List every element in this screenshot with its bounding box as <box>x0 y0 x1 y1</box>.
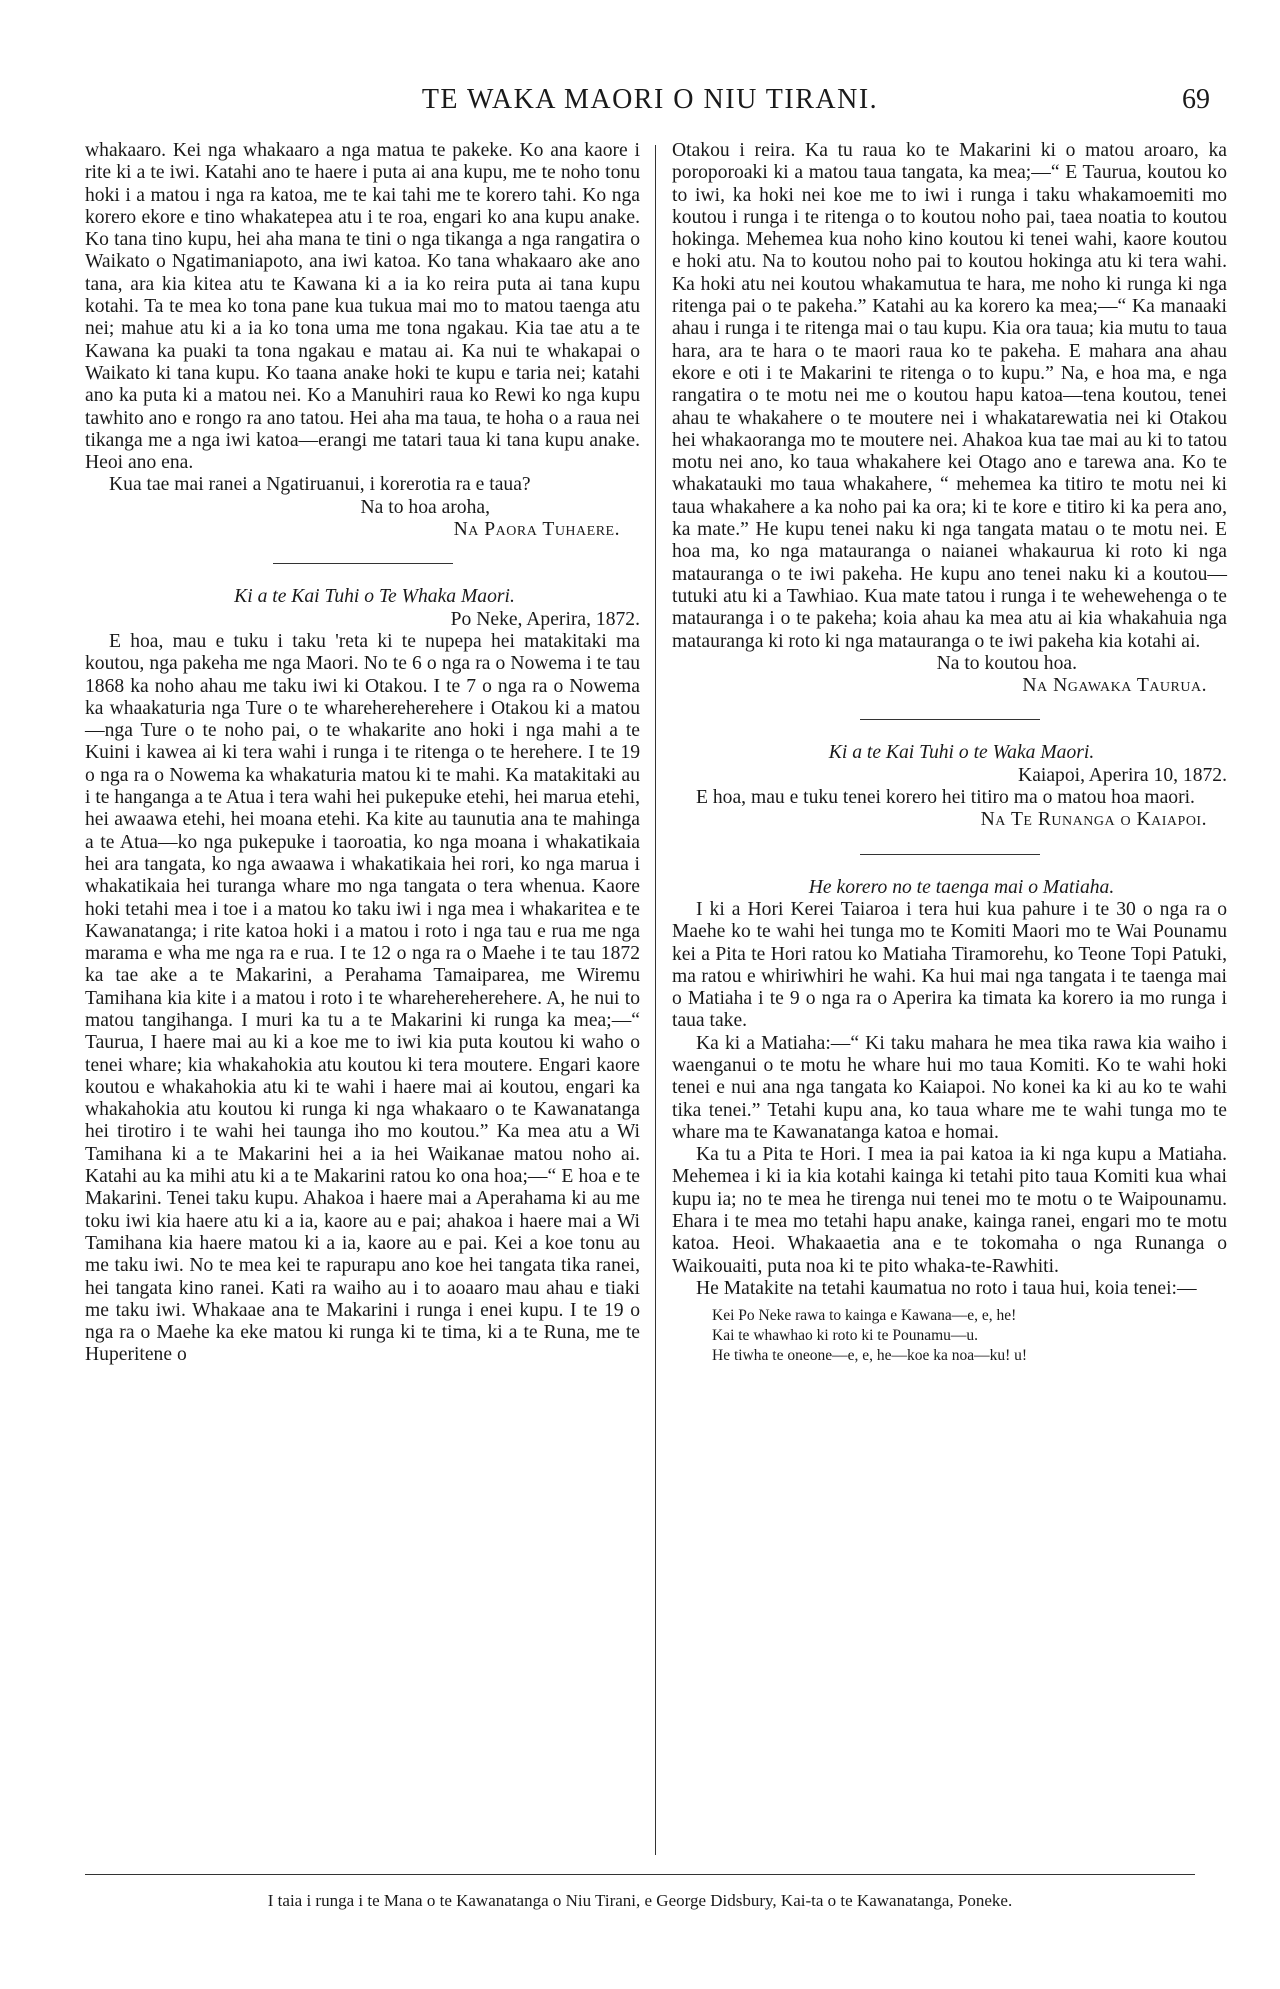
letter2-sign-off: Na to koutou hoa. <box>936 652 1077 674</box>
footer-rule <box>85 1874 1195 1875</box>
section-divider <box>860 719 1040 720</box>
verse-line: Kei Po Neke rawa to kainga e Kawana—e, e, he! <box>712 1307 1017 1325</box>
running-header <box>90 84 1210 124</box>
page-title: TE WAKA MAORI O NIU TIRANI. <box>421 84 879 115</box>
letter3-body: E hoa, mau e tuku tenei korero hei titiro ma o matou hoa maori. <box>696 787 1195 809</box>
page-number: 69 <box>1182 84 1210 115</box>
letter2-dateline: Po Neke, Aperira, 1872. <box>450 608 640 630</box>
verse-line: He tiwha te oneone—e, e, he—koe ka noa—ku! u! <box>712 1347 1028 1365</box>
article-heading: He korero no te taenga mai o Matiaha. <box>808 876 1115 898</box>
article-paragraph: Ka tu a Pita te Hori. I mea ia pai katoa ia ki nga kupu a Matiaha. Mehemea i ki ia kia kotahi kainga ki tetahi pito taua Komiti kua whai kupu ia; no te mea he tirenga nui tenei mo te motu o te Waipounamu. Ehara i te mea mo tetahi hapu anake, kainga ranei, engari mo te motu katoa. Heoi. Whakaaetia ana e te tokomaha o nga Runanga o Waikouaiti, puta noa ki te pito whaka-te-Rawhiti. <box>672 1144 1227 1277</box>
letter1-closing-question: Kua tae mai ranei a Ngatiruanui, i korerotia ra e taua? <box>109 474 531 496</box>
article-paragraph: I ki a Hori Kerei Taiaroa i tera hui kua pahure i te 30 o nga ra o Maehe ko te wahi hei tunga mo te Komiti Maori mo te Wai Pounamu kei a Pita te Hori ratou ko Matiaha Tiramorehu, ko Teone Topi Patuki, ma ratou e whiriwhiri he wahi. Ka hui mai nga tangata i te taenga mai o Matiaha i te 9 o nga ra o Aperira ka timata ka korero ia mo runga i taua take. <box>672 898 1227 1032</box>
chant-verse <box>712 1306 1227 1366</box>
column-divider <box>655 145 656 1855</box>
letter1-body: whakaaro. Kei nga whakaaro a nga matua te pakeke. Ko ana kaore i rite ki a te iwi. Katahi ano te haere i puta ai ana kupu, me te noho tonu hoki i a matou i nga ra katoa, me te kai tahi me te korero tahi. Ko nga korero ekore e tino whakatepea atu i te roa, engari ko ana kupu anake. Ko tana tino kupu, hei aha mana te tini o nga tikanga a nga rangatira o Waikato o Ngatimaniapoto, ana iwi katoa. Ko tana whakaaro ake ano tana, ara kia kitea atu te Kawana ki a ia ko reira puta ai tana kupu kotahi. Ta te mea ko tona pane kua tukua mai mo to matou taenga atu nei; mahue atu ki a ia ko tona uma me tona ngakau. Kia tae atu a te Kawana ka puaki ta tona ngakau e matau ai. Ka nui te whakapai o Waikato ki tana kupu. Ko taana anake hoki te kupu e taria nei; katahi ano ka puta ki a matou nei. Ko a Manuhiri raua ko Rewi ko nga kupu tawhito ano e rongo ra ano tatou. Hei aha ma taua, te hoha o a raua nei tikanga me a nga iwi katoa—erangi me tatari taua ki tana kupu anake. Heoi ano ena. <box>85 140 640 474</box>
section-divider <box>860 854 1040 855</box>
section-divider <box>273 563 453 564</box>
letter3-dateline: Kaiapoi, Aperira 10, 1872. <box>1018 764 1227 786</box>
letter3-heading: Ki a te Kai Tuhi o te Waka Maori. <box>828 742 1095 764</box>
letter2-signature: Na Ngawaka Taurua. <box>1022 675 1207 697</box>
left-column <box>85 140 640 1367</box>
letter2-body: E hoa, mau e tuku i taku 'reta ki te nupepa hei matakitaki ma koutou, nga pakeha me nga Maori. No te 6 o nga ra o Nowema i te tau 1868 ka noho ahau me taku iwi ki Otakou. I te 7 o nga ra o Nowema ka whaakaturia nga Ture o te wharehereherehere i Otakou ki a matou—nga Ture o te noho pai, o te whakarite ano hoki i nga mahi a te Kuini i kawea ai ki tera wahi i runga i te ritenga o te herehere. I te 19 o nga ra o Nowema ka whakaturia matou ki te mahi. Ka matakitaki au i te hanganga a te Atua i tera wahi hei pukepuke etehi, hei marua etehi, hei awaawa etehi, hei moana etehi. Ka kite au taunutia ana te mahinga a te Atua—ko nga pukepuke i taoroatia, ko nga moana i whakatikaia hei ara tangata, ko nga awaawa i whakatikaia hei rori, ko nga marua i whakatikaia hei turanga whare mo nga tangata o tera whenua. Kaore hoki tetahi mea i toe i a matou ko taku iwi i nga mea i whakaritea e te Kawanatanga; i rite katoa hoki i a matou i roto i nga tau e rua me nga marama e wha me nga ra e rua. I te 12 o nga ra o Maehe i te tau 1872 ka tae ake a te Makarini, a Perahama Tamaiparea, me Wiremu Tamihana kia kite i a matou i roto i te wharehereherehere. A, he nui to matou tangihanga. I muri ka tu a te Makarini ki runga ka mea;—“ Taurua, I haere mai au ki a koe me to iwi kia puta koutou ki waho o tenei whare; kia whakahokia atu koutou ki tera moutere. Engari kaore koutou e whakahokia atu ki te wahi i haere mai ai koutou, engari ka whakahokia atu koutou ki runga ki nga whakaaro o te Kawanatanga hei tirotiro i te wahi hei taunga iho mo koutou.” Ka mea atu a Wi Tamihana ki a te Makarini hei a ia hei Waikanae matou noho ai. Katahi au ka mihi atu ki a te Makarini ratou ko ona hoa;—“ E hoa e te Makarini. Tenei taku kupu. Ahakoa i haere mai a Aperahama ki au me toku iwi kia haere atu ki a ia, kaore au e pai; ahakoa i haere mai a Wi Tamihana kia haere matou ki a ia, kaore au e pai. Kei a koe tonu au me taku iwi. No te mea kei te rapurapu ano koe hei tangata tika ranei, hei tangata kino ranei. Kati ra waiho au i to aoaaro mau ahau e tiaki me taku iwi. Whakaae ana te Makarini i runga i enei kupu. I te 19 o nga ra o Maehe ka eke matou ki runga ki te tima, ki a te Runa, me te Huperitene o <box>85 630 640 1366</box>
letter2-continuation: Otakou i reira. Ka tu raua ko te Makarini ki o matou aroaro, ka poroporoaki ki a matou taua tangata, ka mea;—“ E Taurua, koutou ko to iwi, ka hoki nei koe me to iwi i runga i taku whakamoemiti mo koutou i runga i te ritenga o to koutou noho pai, taea noatia to koutou hokinga. Mehemea kua noho kino koutou ki tenei wahi, kaore koutou e hoki atu. Na to koutou noho pai to koutou hokinga atu ki tera wahi. Ka hoki atu nei koutou whakamutua te hara, me noho ki runga ki nga ritenga pai o te pakeha.” Katahi au ka korero ka mea;—“ Ka manaaki ahau i runga i te ritenga mai o tau kupu. Kia ora taua; kia mutu to taua hara, ara te hara o te maori raua ko te pakeha. E mahara ana ahau ekore e oti i te Makarini te ritenga o to kupu.” Na, e hoa ma, e nga rangatira o te motu nei me o koutou hapu katoa—tena koutou, tenei ahau te whakahere o te moutere nei i whakatarewatia nei ki Otakou hei whakaoranga mo te moutere nei. Ahakoa kua tae mai au ki to tatou motu nei ano, ko taua whakahere kei Otago ano e tarewa ana. Ko te whakatauki mo taua whakahere, “ mehemea ka titiro te motu nei ki taua whakahere a ka noho pai ka ora; ki te kore e titiro ki ka pera ano, ka mate.” He kupu tenei naku ki nga tangata matau o te motu nei. E hoa ma, ko nga matauranga o naianei whakaurua ki roto ki nga matauranga o te iwi pakeha. He kupu ano tenei naku ki a koutou—tutuki atu ki a Tawhiao. Kua mate tatou i runga i te wehewehenga o te matauranga i o te pakeha; koia ahau ka mea atu ai kia whakahuia nga matauranga ki roto ki nga matauranga o te iwi pakeha kia kotahi ai. <box>672 140 1227 652</box>
letter3-signature: Na Te Runanga o Kaiapoi. <box>980 809 1207 831</box>
letter1-signature: Na Paora Tuhaere. <box>453 519 620 541</box>
printer-imprint: I taia i runga i te Mana o te Kawanatanga o Niu Tirani, e George Didsbury, Kai-ta o te Kawanatanga, Poneke. <box>267 1891 1013 1910</box>
letter1-sign-off: Na to hoa aroha, <box>360 496 490 518</box>
article-paragraph: He Matakite na tetahi kaumatua no roto i taua hui, koia tenei:— <box>696 1277 1197 1299</box>
right-column <box>672 140 1227 1366</box>
verse-line: Kai te whawhao ki roto ki te Pounamu—u. <box>712 1327 979 1345</box>
article-paragraph: Ka ki a Matiaha:—“ Ki taku mahara he mea tika rawa kia waiho i waenganui o te motu he whare hui mo taua Komiti. Ko te wahi hoki tenei e nui ana nga tangata ko Kaiapoi. No konei ka ki au ko te wahi tika tenei.” Tetahi kupu ana, ko taua whare me te wahi tunga mo te whare ma te Kawanatanga katoa e homai. <box>672 1032 1227 1143</box>
letter2-heading: Ki a te Kai Tuhi o Te Whaka Maori. <box>234 586 515 608</box>
